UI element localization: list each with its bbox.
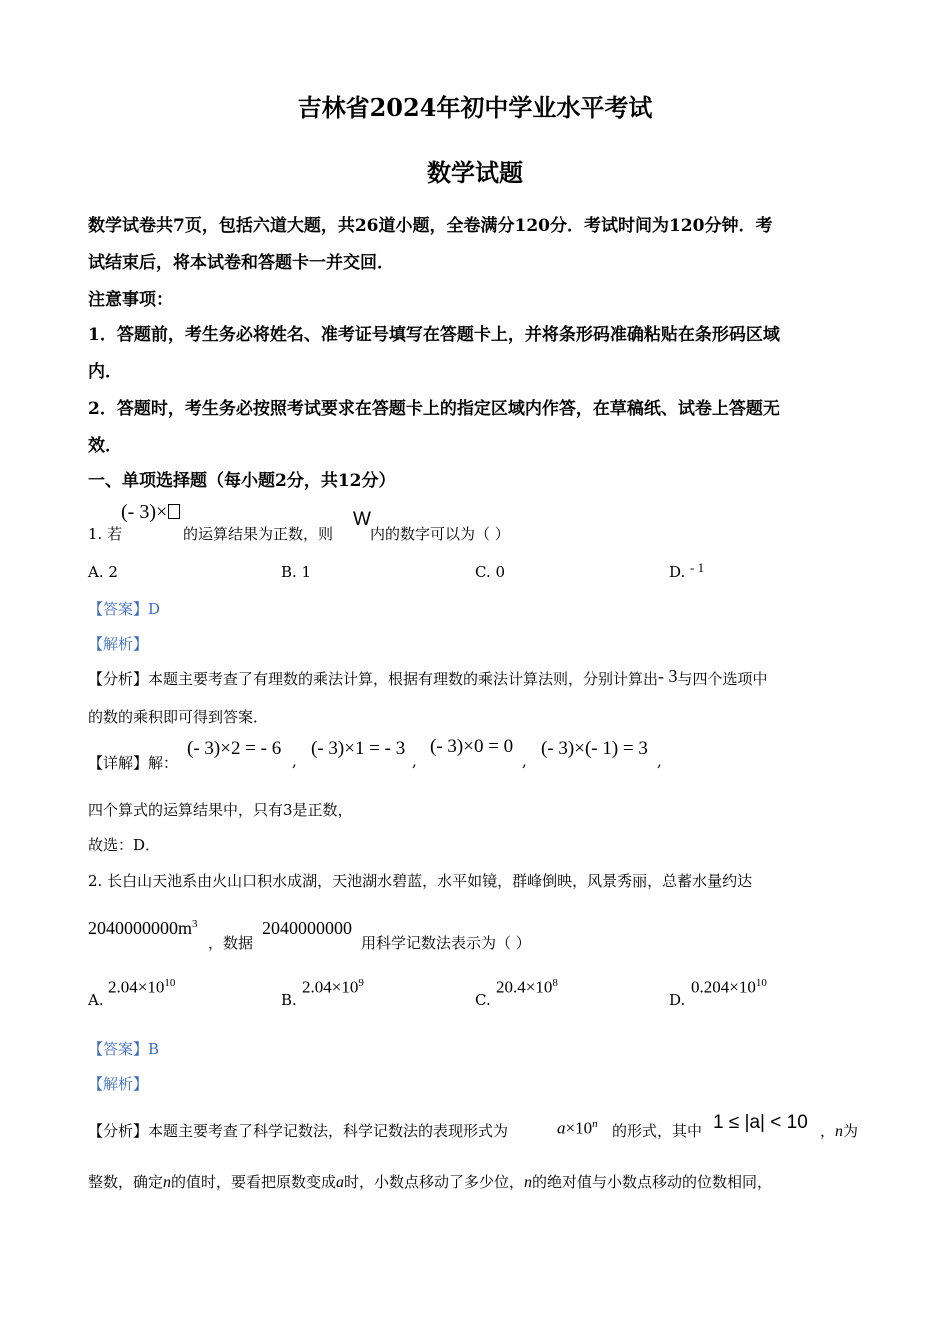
- note-1-line-1: 1．答题前，考生务必将姓名、准考证号填写在答题卡上，并将条形码准确粘贴在条形码区域: [88, 325, 780, 345]
- q2-option-b-base: 2.04×10: [302, 977, 359, 997]
- intro-line-1: 数学试卷共7页，包括六道大题，共26道小题，全卷满分120分．考试时间为120分钟．考: [88, 216, 773, 236]
- q2-option-d-base: 0.204×10: [691, 977, 756, 997]
- q1-stem-start: 1. 若: [88, 525, 123, 543]
- exam-subtitle: 数学试题: [427, 158, 523, 187]
- q2-line2-a-var: a: [336, 1174, 345, 1191]
- q1-jiexi: 【解析】: [88, 635, 149, 653]
- q1-sep-3: ,: [522, 752, 527, 770]
- q1-calc-1: (- 3)×2 = - 6: [187, 738, 282, 759]
- q2-number: 2040000000: [262, 918, 352, 938]
- q2-form-a: a: [557, 1118, 566, 1138]
- q2-analysis-wei: 为: [843, 1122, 859, 1140]
- q1-calc-2: (- 3)×1 = - 3: [311, 738, 406, 759]
- q2-line2-n2: n: [524, 1174, 533, 1191]
- q1-analysis-number: - 3: [658, 666, 678, 686]
- q1-option-a: A. 2: [88, 563, 118, 581]
- q2-line2-b: 的值时，要看把原数变成: [171, 1173, 337, 1191]
- q2-range: 1 ≤ |a| < 10: [713, 1112, 808, 1133]
- q1-option-b: B. 1: [281, 563, 312, 581]
- note-2-line-2: 效．: [88, 436, 122, 456]
- q2-stem-middle: ，数据: [208, 934, 254, 952]
- q1-analysis-line-1: [88, 668, 768, 689]
- q2-n-italic: n: [835, 1123, 844, 1140]
- q2-line2-a: 整数，确定: [88, 1173, 164, 1191]
- q2-line2-d: 的绝对值与小数点移动的位数相同，: [532, 1173, 773, 1191]
- q2-option-d-value: [691, 977, 767, 998]
- q2-option-c-exp: 8: [552, 977, 558, 989]
- q1-choose: 故选：D．: [88, 836, 161, 854]
- q2-line2-c: 时，小数点移动了多少位，: [344, 1173, 525, 1191]
- q2-option-b-exp: 9: [358, 977, 364, 989]
- q1-expression-text: (- 3)×: [121, 501, 168, 523]
- q2-analysis-text-b: 的形式，其中: [612, 1122, 703, 1140]
- q2-option-c-label: C.: [475, 991, 491, 1009]
- q1-analysis-text-a: 【分析】本题主要考查了有理数的乘法计算，根据有理数的乘法计算法则，分别计算出: [88, 670, 659, 688]
- q1-detail-label: 【详解】解：: [88, 754, 179, 772]
- q1-option-c: C. 0: [475, 563, 506, 581]
- q2-option-d-exp: 10: [755, 977, 767, 989]
- q2-answer: 【答案】B: [88, 1040, 160, 1058]
- q1-expression: [121, 501, 180, 524]
- q2-option-d-label: D.: [669, 991, 686, 1009]
- q2-analysis-line-2: [88, 1171, 772, 1192]
- q2-jiexi: 【解析】: [88, 1075, 149, 1093]
- q2-stem-end: 用科学记数法表示为（ ）: [361, 934, 531, 952]
- q1-answer: 【答案】D: [88, 600, 161, 618]
- q2-option-c-value: [496, 977, 558, 998]
- q2-form-n: n: [592, 1118, 598, 1130]
- q2-option-a-exp: 10: [164, 977, 176, 989]
- notes-title: 注意事项：: [88, 290, 173, 310]
- blank-box-icon: [168, 504, 180, 519]
- q2-stem-line-1: 2. 长白山天池系由火山口积水成湖，天池湖水碧蓝，水平如镜，群峰倒映，风景秀丽，总蓄水量约达: [88, 872, 753, 890]
- note-2-line-1: 2．答题时，考生务必按照考试要求在答题卡上的指定区域内作答，在草稿纸、试卷上答题无: [88, 399, 780, 419]
- q1-sep-2: ,: [412, 752, 417, 770]
- q2-option-b-value: [302, 977, 364, 998]
- q1-sep-4: ,: [657, 752, 662, 770]
- intro-line-2: 试结束后，将本试卷和答题卡一并交回．: [88, 253, 394, 273]
- q2-option-a-value: [108, 977, 175, 998]
- q2-volume: [88, 918, 198, 939]
- q1-stem-end: 内的数字可以为（ ）: [370, 525, 510, 543]
- note-1-line-2: 内．: [88, 362, 122, 382]
- q1-sep-1: ,: [292, 752, 297, 770]
- q1-calc-4: (- 3)×(- 1) = 3: [541, 738, 648, 759]
- q2-option-c-base: 20.4×10: [496, 977, 553, 997]
- q2-analysis-line-1-end: [820, 1120, 858, 1141]
- q1-analysis-text-b: 与四个选项中: [677, 670, 768, 688]
- q2-analysis-comma: ，: [820, 1122, 836, 1140]
- q2-option-a-base: 2.04×10: [108, 977, 165, 997]
- exam-title: 吉林省2024年初中学业水平考试: [297, 93, 653, 122]
- q1-conclusion: 四个算式的运算结果中，只有3是正数，: [88, 801, 353, 819]
- q2-analysis-text-a: 【分析】本题主要考查了科学记数法，科学记数法的表现形式为: [88, 1122, 509, 1140]
- q2-option-b-label: B.: [281, 991, 297, 1009]
- q1-calc-3: (- 3)×0 = 0: [430, 736, 514, 757]
- q2-form-mid: ×10: [565, 1118, 593, 1138]
- q2-analysis-line-1: [88, 1120, 508, 1141]
- q1-analysis-line-2: 的数的乘积即可得到答案．: [88, 708, 269, 726]
- q1-stem-middle: 的运算结果为正数，则: [183, 525, 334, 543]
- q2-volume-text: 2040000000m: [88, 918, 193, 938]
- q1-option-d-value: - 1: [690, 560, 705, 575]
- q2-form: [557, 1118, 598, 1139]
- section-1-heading: 一、单项选择题（每小题2分，共12分）: [88, 471, 396, 491]
- q2-option-a-label: A.: [88, 991, 104, 1009]
- q1-w-symbol: W: [353, 509, 371, 530]
- q1-option-d-label: D.: [669, 563, 686, 581]
- q2-line2-n1: n: [163, 1174, 172, 1191]
- q2-volume-exponent: 3: [192, 918, 198, 930]
- q1-option-d: [669, 560, 705, 581]
